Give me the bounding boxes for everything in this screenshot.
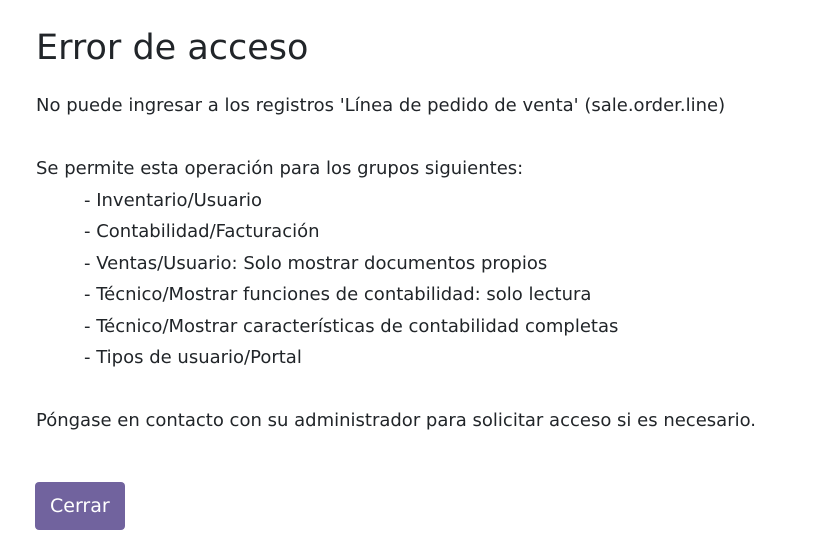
list-item-group: - Técnico/Mostrar funciones de contabilidad: solo lectura <box>84 284 592 305</box>
access-denied-message: No puede ingresar a los registros 'Línea de pedido de venta' (sale.order.line) <box>36 95 726 116</box>
groups-intro: Se permite esta operación para los grupos siguientes: <box>36 158 524 179</box>
close-button[interactable]: Cerrar <box>35 482 125 530</box>
allowed-groups-list <box>36 185 756 374</box>
list-item-group: - Tipos de usuario/Portal <box>84 347 302 368</box>
contact-admin-message: Póngase en contacto con su administrador para solicitar acceso si es necesario. <box>36 410 757 431</box>
spacer <box>36 374 756 406</box>
list-item-group: - Inventario/Usuario <box>84 189 263 211</box>
spacer <box>36 122 756 154</box>
list-item-group: - Técnico/Mostrar características de contabilidad completas <box>84 315 619 337</box>
list-item-group: - Ventas/Usuario: Solo mostrar documentos propios <box>84 252 548 274</box>
list-item-group: - Contabilidad/Facturación <box>84 221 320 242</box>
dialog-title: Error de acceso <box>36 28 309 68</box>
dialog-body <box>36 90 756 437</box>
